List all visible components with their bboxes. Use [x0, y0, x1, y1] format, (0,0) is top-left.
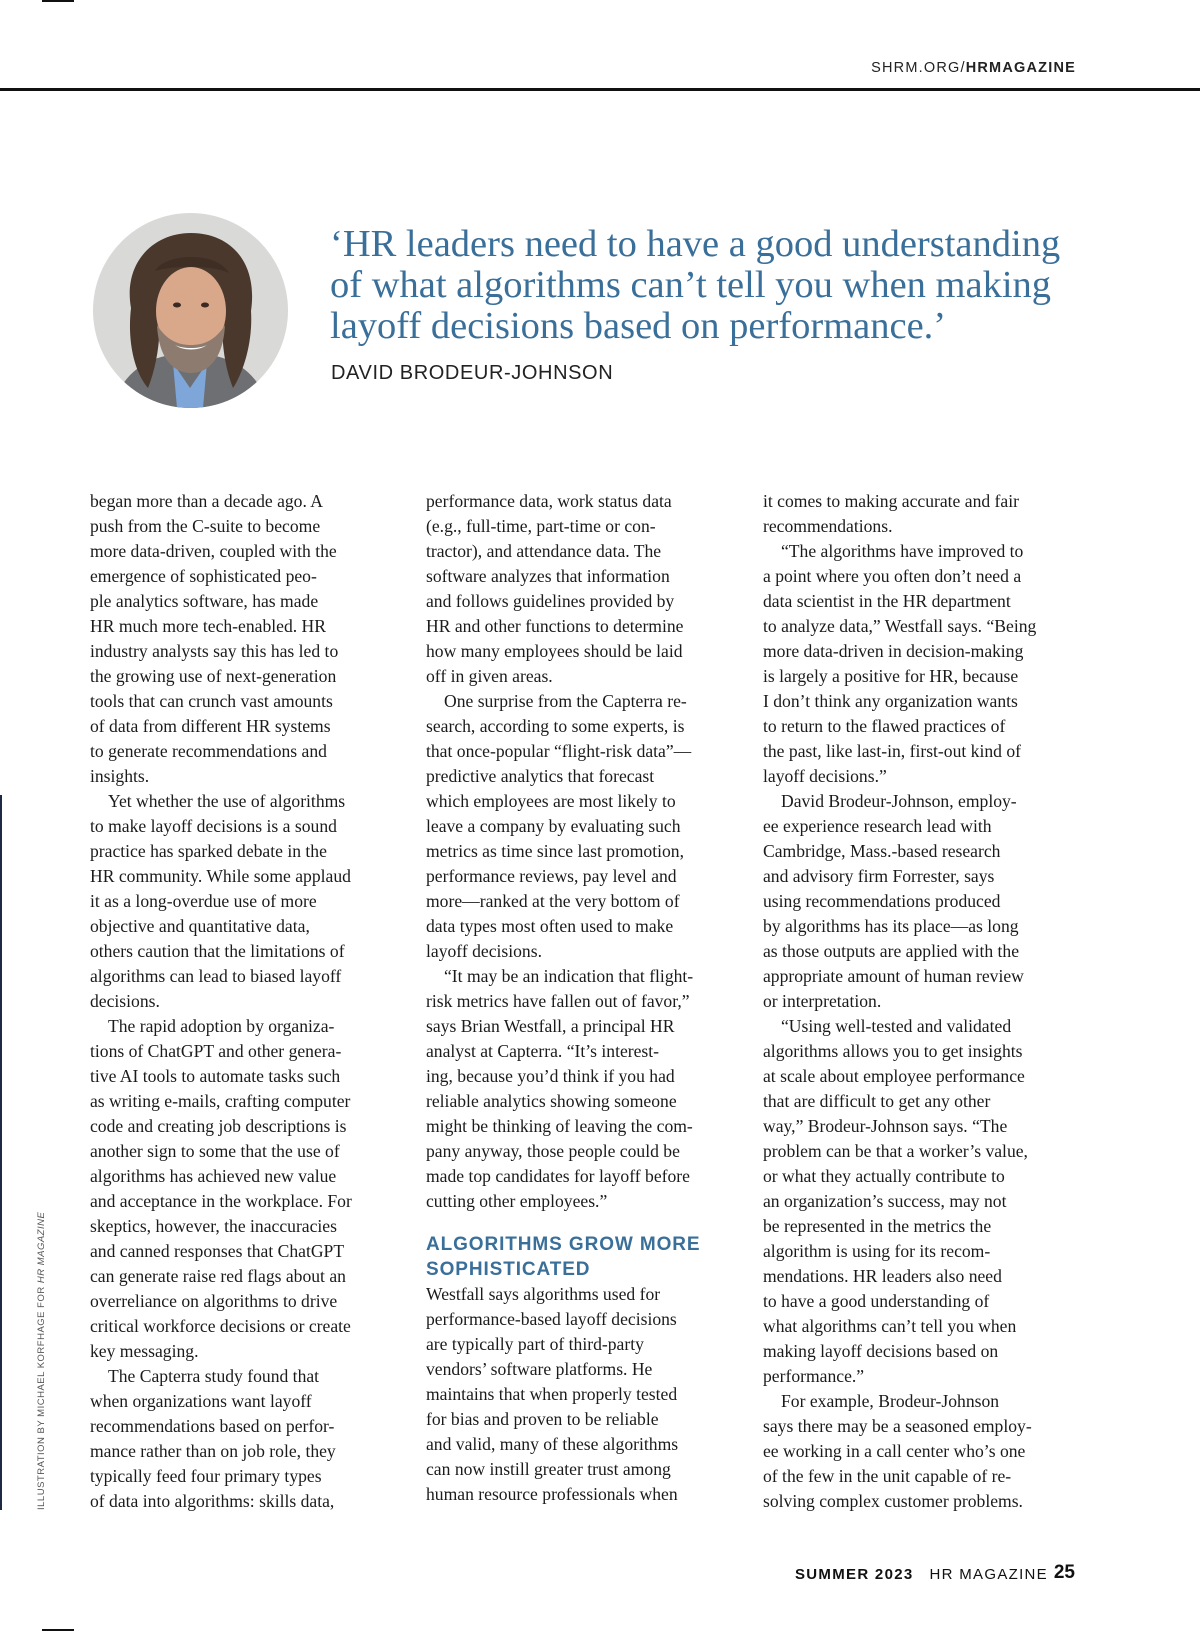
- body-text-line: vendors’ software platforms. He: [426, 1359, 653, 1379]
- body-text-line: skeptics, however, the inaccuracies: [90, 1216, 337, 1236]
- header-url-prefix: SHRM.ORG/: [871, 60, 966, 76]
- body-text-line: when organizations want layoff: [90, 1391, 312, 1411]
- body-text-line: and advisory firm Forrester, says: [763, 866, 995, 886]
- body-text-line: search, according to some experts, is: [426, 716, 685, 736]
- body-text-line: “The algorithms have improved to: [781, 541, 1024, 561]
- body-text-line: more data-driven, coupled with the: [90, 541, 337, 561]
- body-text-line: emergence of sophisticated peo-: [90, 566, 317, 586]
- body-text-line: what algorithms can’t tell you when: [763, 1316, 1017, 1336]
- body-text-line: it as a long-overdue use of more: [90, 891, 317, 911]
- body-column-2-bottom: [426, 1282, 744, 1507]
- illustration-credit: [36, 1212, 47, 1510]
- body-text-line: performance.”: [763, 1366, 865, 1386]
- body-text-line: making layoff decisions based on: [763, 1341, 999, 1361]
- body-text-line: to return to the flawed practices of: [763, 716, 1006, 736]
- body-text-line: and canned responses that ChatGPT: [90, 1241, 345, 1261]
- body-text-line: way,” Brodeur-Johnson says. “The: [763, 1116, 1008, 1136]
- pull-quote-attribution: DAVID BRODEUR-JOHNSON: [331, 362, 614, 384]
- body-text-line: predictive analytics that forecast: [426, 766, 655, 786]
- section-subhead-line: ALGORITHMS GROW MORE: [426, 1234, 701, 1255]
- body-text-line: the growing use of next-generation: [90, 666, 337, 686]
- body-text-line: reliable analytics showing someone: [426, 1091, 677, 1111]
- body-text-line: another sign to some that the use of: [90, 1141, 340, 1161]
- body-text-line: layoff decisions.”: [763, 766, 887, 786]
- body-text-line: it comes to making accurate and fair: [763, 491, 1019, 511]
- body-text-line: typically feed four primary types: [90, 1466, 322, 1486]
- side-rule: [0, 795, 2, 1510]
- body-text-line: push from the C-suite to become: [90, 516, 321, 536]
- body-text-line: For example, Brodeur-Johnson: [781, 1391, 1000, 1411]
- body-text-line: algorithms can lead to biased layoff: [90, 966, 342, 986]
- footer-magazine: HR MAGAZINE: [929, 1566, 1048, 1583]
- body-text-line: problem can be that a worker’s value,: [763, 1141, 1028, 1161]
- body-text-line: “Using well-tested and validated: [781, 1016, 1012, 1036]
- body-text-line: tractor), and attendance data. The: [426, 541, 662, 561]
- body-text-line: David Brodeur-Johnson, employ-: [781, 791, 1017, 811]
- body-text-line: and follows guidelines provided by: [426, 591, 675, 611]
- body-text-line: tive AI tools to automate tasks such: [90, 1066, 341, 1086]
- body-text-line: Yet whether the use of algorithms: [108, 791, 346, 811]
- body-text-line: is largely a positive for HR, because: [763, 666, 1019, 686]
- body-text-line: recommendations based on perfor-: [90, 1416, 335, 1436]
- crop-mark-top: [42, 0, 74, 2]
- body-text-line: performance reviews, pay level and: [426, 866, 677, 886]
- body-text-line: an organization’s success, may not: [763, 1191, 1007, 1211]
- body-text-line: to generate recommendations and: [90, 741, 327, 761]
- body-text-line: solving complex customer problems.: [763, 1491, 1023, 1511]
- body-text-line: HR and other functions to determine: [426, 616, 684, 636]
- body-text-line: Cambridge, Mass.-based research: [763, 841, 1001, 861]
- body-text-line: are typically part of third-party: [426, 1334, 644, 1354]
- body-text-line: leave a company by evaluating such: [426, 816, 681, 836]
- body-text-line: to analyze data,” Westfall says. “Being: [763, 616, 1037, 636]
- body-text-line: might be thinking of leaving the com-: [426, 1116, 693, 1136]
- header-url-section: HRMAGAZINE: [965, 60, 1076, 76]
- body-text-line: “It may be an indication that flight-: [444, 966, 694, 986]
- body-text-line: industry analysts say this has led to: [90, 641, 339, 661]
- body-text-line: critical workforce decisions or create: [90, 1316, 351, 1336]
- body-text-line: how many employees should be laid: [426, 641, 683, 661]
- body-text-line: says there may be a seasoned employ-: [763, 1416, 1032, 1436]
- body-text-line: I don’t think any organization wants: [763, 691, 1018, 711]
- body-text-line: The Capterra study found that: [108, 1366, 320, 1386]
- body-text-line: algorithms has achieved new value: [90, 1166, 337, 1186]
- body-text-line: Westfall says algorithms used for: [426, 1284, 661, 1304]
- body-text-line: more—ranked at the very bottom of: [426, 891, 680, 911]
- body-text-line: HR much more tech-enabled. HR: [90, 616, 326, 636]
- section-subhead-line: SOPHISTICATED: [426, 1259, 591, 1280]
- body-text-line: others caution that the limitations of: [90, 941, 345, 961]
- body-text-line: can now instill greater trust among: [426, 1459, 671, 1479]
- body-text-line: algorithms allows you to get insights: [763, 1041, 1023, 1061]
- body-text-line: that are difficult to get any other: [763, 1091, 991, 1111]
- body-text-line: practice has sparked debate in the: [90, 841, 327, 861]
- body-text-line: analyst at Capterra. “It’s interest-: [426, 1041, 660, 1061]
- body-text-line: using recommendations produced: [763, 891, 1001, 911]
- body-text-line: appropriate amount of human review: [763, 966, 1024, 986]
- body-text-line: be represented in the metrics the: [763, 1216, 992, 1236]
- body-text-line: pany anyway, those people could be: [426, 1141, 680, 1161]
- author-portrait: [93, 213, 288, 408]
- body-text-line: of data into algorithms: skills data,: [90, 1491, 335, 1511]
- body-text-line: and valid, many of these algorithms: [426, 1434, 679, 1454]
- body-text-line: says Brian Westfall, a principal HR: [426, 1016, 675, 1036]
- illustration-credit-text: ILLUSTRATION BY MICHAEL KORFHAGE FOR: [36, 1283, 47, 1510]
- body-text-line: as writing e-mails, crafting computer: [90, 1091, 351, 1111]
- body-text-line: ing, because you’d think if you had: [426, 1066, 675, 1086]
- pull-quote: [330, 224, 1130, 347]
- body-text-line: recommendations.: [763, 516, 893, 536]
- body-text-line: performance data, work status data: [426, 491, 672, 511]
- footer-issue: SUMMER 2023: [795, 1566, 914, 1583]
- body-text-line: or what they actually contribute to: [763, 1166, 1005, 1186]
- body-text-line: mance rather than on job role, they: [90, 1441, 336, 1461]
- body-text-line: decisions.: [90, 991, 160, 1011]
- page-number: 25: [1053, 1562, 1075, 1583]
- body-text-line: algorithm is using for its recom-: [763, 1241, 991, 1261]
- body-text-line: to have a good understanding of: [763, 1291, 990, 1311]
- body-text-line: ee experience research lead with: [763, 816, 992, 836]
- body-text-line: off in given areas.: [426, 666, 553, 686]
- footer-issue-line: [795, 1566, 1048, 1583]
- body-text-line: metrics as time since last promotion,: [426, 841, 684, 861]
- body-text-line: as those outputs are applied with the: [763, 941, 1020, 961]
- body-text-line: by algorithms has its place—as long: [763, 916, 1019, 936]
- illustration-credit-publication: HR MAGAZINE: [36, 1211, 47, 1284]
- body-text-line: made top candidates for layoff before: [426, 1166, 690, 1186]
- body-text-line: more data-driven in decision-making: [763, 641, 1024, 661]
- body-text-line: overreliance on algorithms to drive: [90, 1291, 338, 1311]
- body-text-line: ee working in a call center who’s one: [763, 1441, 1026, 1461]
- body-text-line: code and creating job descriptions is: [90, 1116, 347, 1136]
- body-text-line: risk metrics have fallen out of favor,”: [426, 991, 690, 1011]
- body-text-line: that once-popular “flight-risk data”—: [426, 741, 692, 761]
- body-text-line: which employees are most likely to: [426, 791, 676, 811]
- body-text-line: of data from different HR systems: [90, 716, 331, 736]
- body-text-line: data scientist in the HR department: [763, 591, 1011, 611]
- body-text-line: maintains that when properly tested: [426, 1384, 678, 1404]
- body-column-2-top: [426, 489, 744, 1214]
- body-text-line: the past, like last-in, first-out kind of: [763, 741, 1021, 761]
- body-text-line: human resource professionals when: [426, 1484, 678, 1504]
- body-column-3: [763, 489, 1081, 1514]
- body-text-line: insights.: [90, 766, 150, 786]
- body-text-line: mendations. HR leaders also need: [763, 1266, 1002, 1286]
- header-rule: [0, 88, 1200, 91]
- body-column-1: [90, 489, 408, 1514]
- body-text-line: One surprise from the Capterra re-: [444, 691, 687, 711]
- body-text-line: to make layoff decisions is a sound: [90, 816, 337, 836]
- section-subhead: [426, 1232, 744, 1282]
- body-text-line: or interpretation.: [763, 991, 882, 1011]
- pull-quote-line: layoff decisions based on performance.’: [330, 305, 947, 347]
- body-column-2: [426, 489, 744, 1507]
- body-text-line: (e.g., full-time, part-time or con-: [426, 516, 656, 536]
- body-text-line: cutting other employees.”: [426, 1191, 608, 1211]
- body-text-line: tools that can crunch vast amounts: [90, 691, 333, 711]
- body-text-line: can generate raise red flags about an: [90, 1266, 346, 1286]
- body-text-line: ple analytics software, has made: [90, 591, 319, 611]
- body-text-line: objective and quantitative data,: [90, 916, 310, 936]
- body-text-line: a point where you often don’t need a: [763, 566, 1022, 586]
- body-text-line: tions of ChatGPT and other genera-: [90, 1041, 342, 1061]
- body-text-line: and acceptance in the workplace. For: [90, 1191, 352, 1211]
- body-text-line: layoff decisions.: [426, 941, 542, 961]
- body-text-line: at scale about employee performance: [763, 1066, 1025, 1086]
- body-text-line: of the few in the unit capable of re-: [763, 1466, 1012, 1486]
- pull-quote-line: ‘HR leaders need to have a good understanding: [330, 223, 1061, 265]
- body-text-line: The rapid adoption by organiza-: [108, 1016, 335, 1036]
- header-url[interactable]: [871, 60, 1076, 76]
- body-text-line: performance-based layoff decisions: [426, 1309, 677, 1329]
- body-text-line: software analyzes that information: [426, 566, 670, 586]
- body-text-line: key messaging.: [90, 1341, 199, 1361]
- body-text-line: for bias and proven to be reliable: [426, 1409, 659, 1429]
- pull-quote-line: of what algorithms can’t tell you when making: [330, 264, 1052, 306]
- body-text-line: began more than a decade ago. A: [90, 491, 324, 511]
- body-text-line: data types most often used to make: [426, 916, 674, 936]
- body-text-line: HR community. While some applaud: [90, 866, 351, 886]
